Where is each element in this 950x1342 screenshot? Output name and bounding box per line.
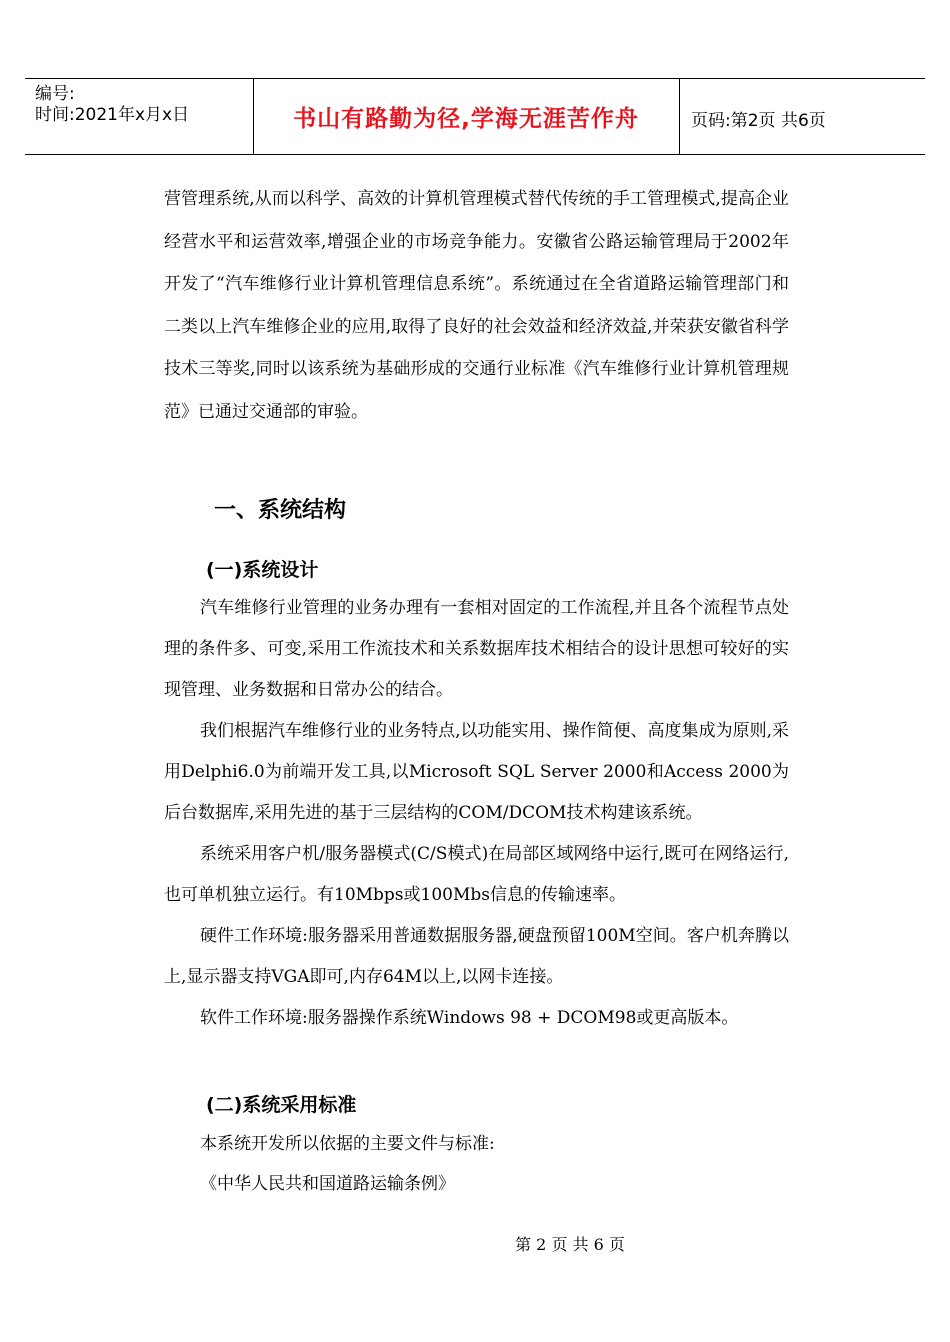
time-label: 时间:2021年x月x日 xyxy=(35,105,190,125)
intro-block xyxy=(164,178,789,433)
header-left xyxy=(35,84,189,126)
number-label: 编号: xyxy=(35,84,75,104)
header-page-info: 页码:第2页 共6页 xyxy=(691,111,826,131)
page-header xyxy=(25,78,925,156)
header-motto: 书山有路勤为径,学海无涯苦作舟 xyxy=(293,106,639,132)
page-footer: 第 2 页 共 6 页 xyxy=(515,1235,625,1254)
paragraph: 我们根据汽车维修行业的业务特点,以功能实用、操作简便、高度集成为原则,采用Delphi6.0为前端开发工具,以Microsoft SQL Server 2000和Access 2000为后台数据库,采用先进的基于三层结构的COM/DCOM技术构建该系统。 xyxy=(164,721,789,823)
header-divider xyxy=(679,78,680,155)
header-bottom-rule xyxy=(25,154,925,155)
standards-intro: 本系统开发所以依据的主要文件与标准: xyxy=(200,1134,495,1154)
paragraph: 软件工作环境:服务器操作系统Windows 98 + DCOM98或更高版本。 xyxy=(200,1008,739,1028)
paragraph: 系统采用客户机/服务器模式(C/S模式)在局部区域网络中运行,既可在网络运行,也可单机独立运行。有10Mbps或100Mbs信息的传输速率。 xyxy=(164,844,789,905)
intro-paragraph: 营管理系统,从而以科学、高效的计算机管理模式替代传统的手工管理模式,提高企业经营水平和运营效率,增强企业的市场竞争能力。安徽省公路运输管理局于2002年开发了“汽车维修行业计算机管理信息系统”。系统通过在全省道路运输管理部门和二类以上汽车维修企业的应用,取得了良好的社会效益和经济效益,并荣获安徽省科学技术三等奖,同时以该系统为基础形成的交通行业标准《汽车维修行业计算机管理规范》已通过交通部的审验。 xyxy=(164,189,789,422)
design-block xyxy=(164,588,789,1039)
subsection-title: (二)系统采用标准 xyxy=(206,1094,357,1116)
subsection-title: (一)系统设计 xyxy=(206,559,319,581)
section-title: 一、系统结构 xyxy=(214,498,347,523)
header-top-rule xyxy=(25,78,925,79)
paragraph: 汽车维修行业管理的业务办理有一套相对固定的工作流程,并且各个流程节点处理的条件多、可变,采用工作流技术和关系数据库技术相结合的设计思想可较好的实现管理、业务数据和日常办公的结合。 xyxy=(164,598,789,700)
standards-block xyxy=(164,1124,789,1204)
paragraph: 硬件工作环境:服务器采用普通数据服务器,硬盘预留100M空间。客户机奔腾以上,显示器支持VGA即可,内存64M以上,以网卡连接。 xyxy=(164,926,789,987)
standard-item: 《中华人民共和国道路运输条例》 xyxy=(200,1174,455,1194)
